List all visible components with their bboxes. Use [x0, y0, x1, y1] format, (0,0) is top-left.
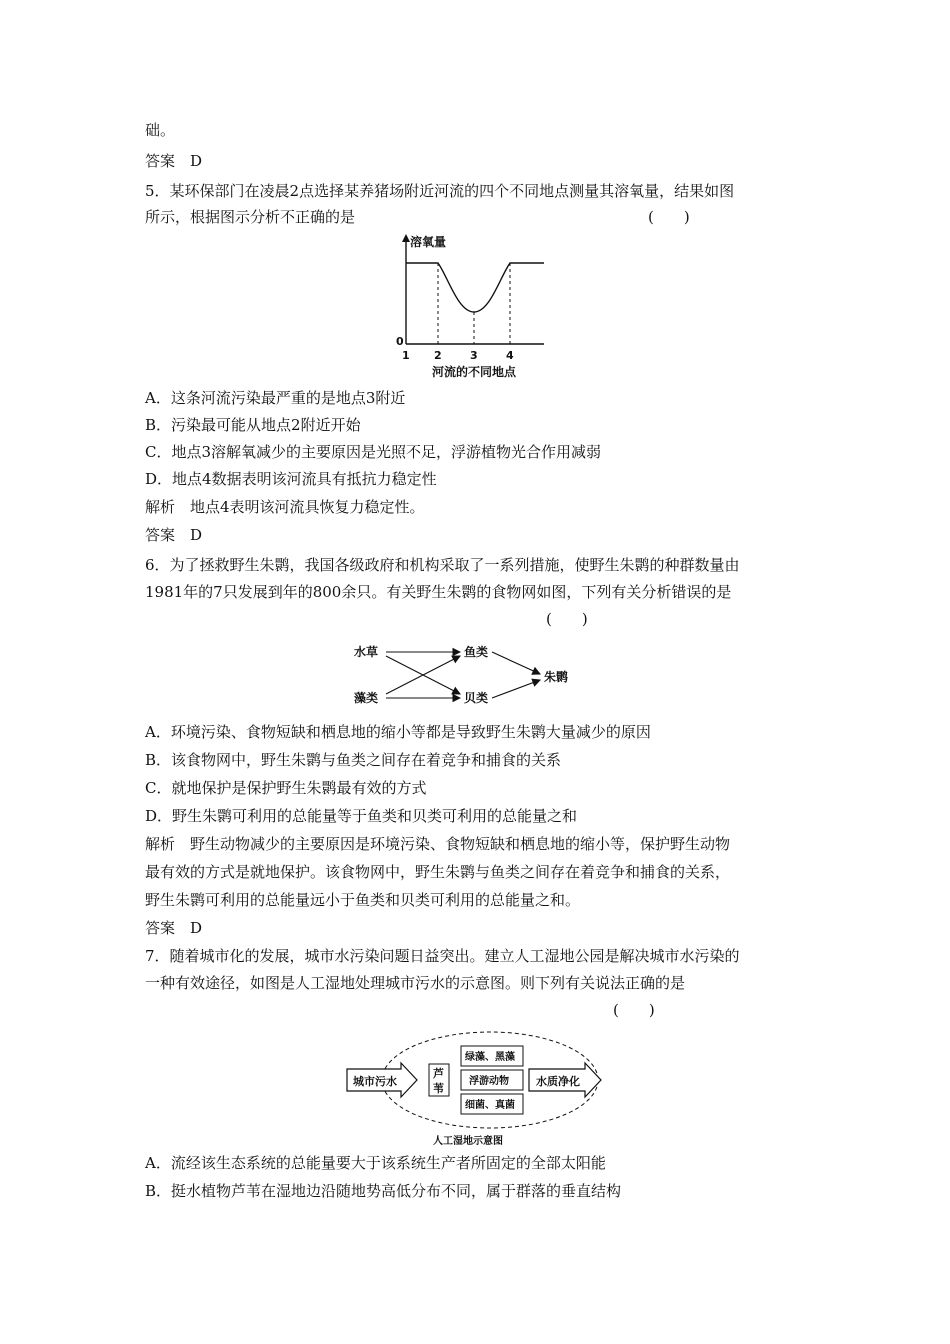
question-5-line-1: 5．某环保部门在凌晨2点选择某养猪场附近河流的四个不同地点测量其溶氧量，结果如图	[145, 182, 735, 200]
question-7-line-1: 7．随着城市化的发展，城市水污染问题日益突出。建立人工湿地公园是解决城市水污染的	[145, 947, 740, 965]
output-label: 水质净化	[536, 1075, 580, 1088]
answer-line: 答案 D	[145, 152, 203, 170]
option-a: A．流经该生态系统的总能量要大于该系统生产者所固定的全部太阳能	[145, 1154, 606, 1172]
option-c: C．地点3溶解氧减少的主要原因是光照不足，浮游植物光合作用减弱	[145, 443, 602, 461]
origin-label: 0	[396, 335, 404, 348]
node-yulei: 鱼类	[464, 645, 489, 659]
node-zhuhuan: 朱鹮	[544, 670, 569, 684]
tick-label: 1	[402, 349, 410, 362]
option-a: A．环境污染、食物短缺和栖息地的缩小等都是导致野生朱鹮大量减少的原因	[145, 723, 651, 741]
input-label: 城市污水	[353, 1075, 397, 1088]
analysis-line-2: 最有效的方式是就地保护。该食物网中，野生朱鹮与鱼类之间存在着竞争和捕食的关系，	[145, 863, 731, 881]
wetland-diagram	[343, 1030, 613, 1150]
organism-label: 细菌、真菌	[465, 1100, 515, 1111]
option-b: B．污染最可能从地点2附近开始	[145, 416, 361, 434]
y-axis-label: 溶氧量	[410, 235, 447, 249]
organism-label: 绿藻、黑藻	[465, 1052, 515, 1063]
question-7-line-2: 一种有效途径，如图是人工湿地处理城市污水的示意图。则下列有关说法正确的是	[145, 974, 686, 992]
oxygen-chart	[390, 232, 560, 380]
node-zaolei: 藻类	[354, 691, 379, 705]
node-shuicao: 水草	[354, 645, 379, 659]
diagram-caption: 人工湿地示意图	[433, 1136, 503, 1147]
arrow-beilei-zhuhuan	[492, 680, 540, 698]
x-axis-label: 河流的不同地点	[432, 365, 517, 379]
option-d: D．野生朱鹮可利用的总能量等于鱼类和贝类可利用的总能量之和	[145, 807, 578, 825]
answer-blank: ( )	[613, 1001, 655, 1019]
oxygen-curve	[406, 263, 544, 312]
food-web-diagram	[350, 636, 590, 712]
reed-label-top: 芦	[433, 1067, 444, 1080]
node-beilei: 贝类	[464, 691, 489, 705]
answer-line: 答案 D	[145, 919, 203, 937]
option-a: A．这条河流污染最严重的是地点3附近	[145, 389, 406, 407]
option-b: B．该食物网中，野生朱鹮与鱼类之间存在着竞争和捕食的关系	[145, 751, 562, 769]
question-6-line-1: 6．为了拯救野生朱鹮，我国各级政府和机构采取了一系列措施，使野生朱鹮的种群数量由	[145, 556, 740, 574]
analysis-line: 解析 地点4表明该河流具恢复力稳定性。	[145, 498, 425, 516]
tick-label: 4	[506, 349, 514, 362]
y-axis-arrow	[402, 234, 410, 242]
analysis-line-3: 野生朱鹮可利用的总能量远小于鱼类和贝类可利用的总能量之和。	[145, 891, 581, 909]
option-c: C．就地保护是保护野生朱鹮最有效的方式	[145, 779, 427, 797]
answer-blank: ( )	[648, 208, 690, 226]
answer-blank: ( )	[546, 610, 588, 628]
tick-label: 2	[434, 349, 442, 362]
option-d: D．地点4数据表明该河流具有抵抗力稳定性	[145, 470, 437, 488]
reed-label-bottom: 苇	[433, 1082, 444, 1095]
question-6-line-2: 1981年的7只发展到年的800余只。有关野生朱鹮的食物网如图，下列有关分析错误的是	[145, 583, 732, 601]
option-b: B．挺水植物芦苇在湿地边沿随地势高低分布不同，属于群落的垂直结构	[145, 1182, 622, 1200]
arrow-yulei-zhuhuan	[492, 652, 540, 674]
analysis-line-1: 解析 野生动物减少的主要原因是环境污染、食物短缺和栖息地的缩小等，保护野生动物	[145, 835, 731, 853]
tick-label: 3	[470, 349, 478, 362]
text-line: 础。	[145, 121, 176, 139]
question-5-line-2: 所示，根据图示分析不正确的是	[145, 208, 356, 226]
answer-line: 答案 D	[145, 526, 203, 544]
organism-label: 浮游动物	[469, 1076, 509, 1087]
